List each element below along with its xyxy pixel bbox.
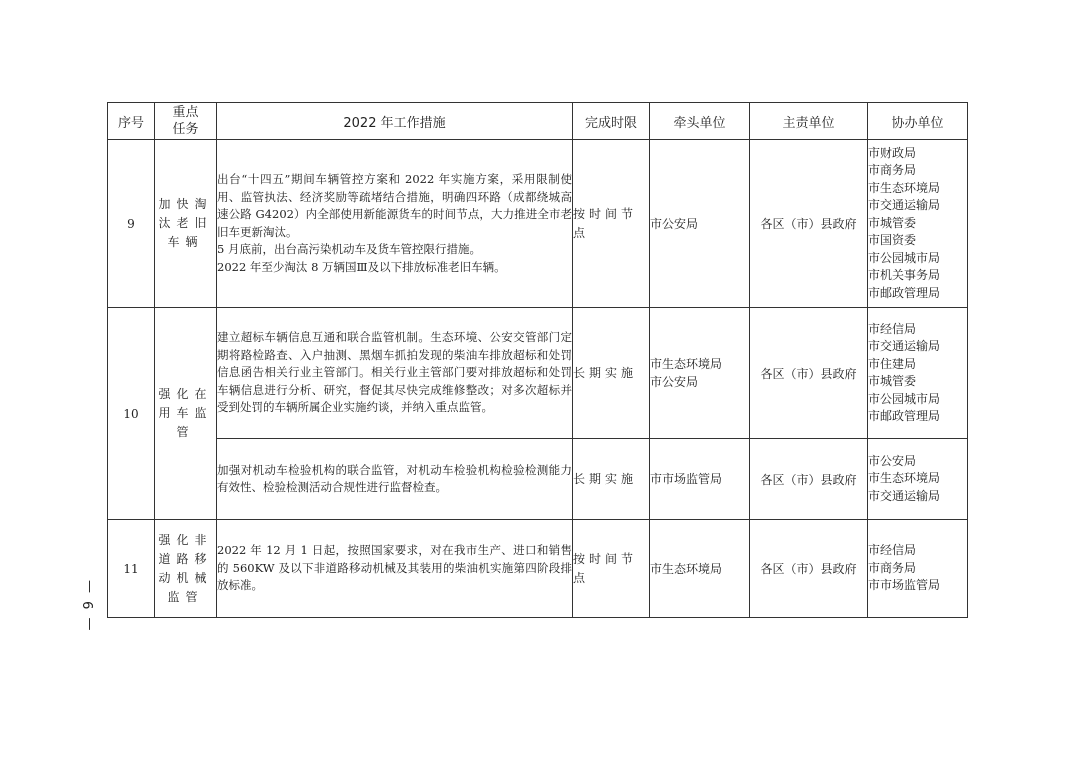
assist-item: 市交通运输局	[868, 488, 941, 503]
table-row	[108, 439, 968, 520]
assist-item: 市财政局	[868, 145, 917, 160]
measure-line: 2022 年至少淘汰 8 万辆国Ⅲ及以下排放标准老旧车辆。	[217, 259, 506, 274]
measure-line: 加强对机动车检验机构的联合监管，对机动车检验机构检验检测能力有效性、检验检测活动合规性进行监督检查。	[217, 462, 572, 494]
row-deadline: 长期实施	[573, 308, 650, 439]
measure-line: 建立超标车辆信息互通和联合监管机制。生态环境、公安交管部门定期将路检路查、入户抽测、黑烟车抓拍发现的柴油车排放超标和处罚信息函告相关行业主管部门。相关行业主管部门要对排放超标和处罚车辆信息进行分析、研究，督促其尽快完成维修整改；对多次超标并受到处罚的车辆所属企业实施约谈，并纳入重点监管。	[217, 330, 572, 415]
header-measures: 2022 年工作措施	[217, 103, 573, 140]
table-row	[108, 308, 968, 439]
assist-item: 市商务局	[868, 163, 917, 178]
assist-item: 市城管委	[868, 374, 917, 388]
assist-item: 市交通运输局	[868, 339, 941, 353]
assist-item: 市城管委	[868, 215, 917, 230]
header-lead: 牵头单位	[650, 103, 750, 140]
row-assist	[868, 520, 968, 618]
row-assist	[868, 140, 968, 308]
measure-line: 出台“十四五”期间车辆管控方案和 2022 年实施方案，采用限制使用、监管执法、经济奖励等疏堵结合措施，明确四环路（成都绕城高速公路 G4202）内全部使用新能源货车的时间节点，大力推进全市老旧车更新淘汰。	[217, 172, 572, 239]
row-responsible: 各区（市）县政府	[750, 520, 868, 618]
row-task: 强化非道路移动机械监管	[155, 520, 217, 618]
assist-item: 市住建局	[868, 356, 917, 371]
header-task	[155, 103, 217, 140]
row-assist	[868, 439, 968, 520]
header-assist: 协办单位	[868, 103, 968, 140]
row-lead: 市生态环境局	[650, 520, 750, 618]
assist-item: 市经信局	[868, 543, 917, 558]
assist-item: 市市场监管局	[868, 578, 941, 593]
assist-item: 市商务局	[868, 560, 917, 575]
assist-item: 市公安局	[868, 453, 917, 468]
assist-item: 市公园城市局	[868, 250, 941, 265]
assist-item: 市经信局	[868, 321, 917, 336]
page-number-text: — 9 —	[82, 578, 97, 631]
row-deadline: 按时间节点	[573, 520, 650, 618]
row-assist	[868, 308, 968, 439]
header-task-line: 重点 任务	[172, 105, 199, 137]
table-row	[108, 520, 968, 618]
row-seq: 11	[108, 520, 155, 618]
row-lead: 市公安局	[650, 140, 750, 308]
measure-line: 2022 年 12 月 1 日起，按照国家要求，对在我市生产、进口和销售的 560KW 及以下非道路移动机械及其装用的柴油机实施第四阶段排放标准。	[217, 543, 572, 593]
row-task: 加快淘汰老旧车辆	[155, 140, 217, 308]
assist-item: 市生态环境局	[868, 471, 941, 486]
table-header-row	[108, 103, 968, 140]
header-deadline: 完成时限	[573, 103, 650, 140]
assist-item: 市生态环境局	[868, 180, 941, 195]
assist-item: 市机关事务局	[868, 268, 941, 283]
row-seq: 10	[108, 308, 155, 520]
row-task: 强化在用车监管	[155, 308, 217, 520]
assist-item: 市邮政管理局	[868, 285, 941, 300]
row-lead: 市市场监管局	[650, 439, 750, 520]
assist-item: 市公园城市局	[868, 391, 941, 406]
row-responsible: 各区（市）县政府	[750, 308, 868, 439]
row-deadline: 长期实施	[573, 439, 650, 520]
measure-line: 5 月底前，出台高污染机动车及货车管控限行措施。	[217, 242, 481, 256]
table-row	[108, 140, 968, 308]
assist-item: 市国资委	[868, 233, 917, 248]
row-seq: 9	[108, 140, 155, 308]
row-measures	[217, 308, 573, 439]
row-deadline: 按时间节点	[573, 140, 650, 308]
page-number	[82, 578, 98, 635]
assist-item: 市交通运输局	[868, 198, 941, 213]
header-responsible: 主责单位	[750, 103, 868, 140]
assist-item: 市邮政管理局	[868, 409, 941, 423]
header-seq: 序号	[108, 103, 155, 140]
row-responsible: 各区（市）县政府	[750, 439, 868, 520]
row-lead: 市生态环境局 市公安局	[650, 308, 750, 439]
work-measures-table	[107, 102, 968, 618]
row-measures	[217, 439, 573, 520]
row-measures	[217, 140, 573, 308]
row-responsible: 各区（市）县政府	[750, 140, 868, 308]
row-measures	[217, 520, 573, 618]
